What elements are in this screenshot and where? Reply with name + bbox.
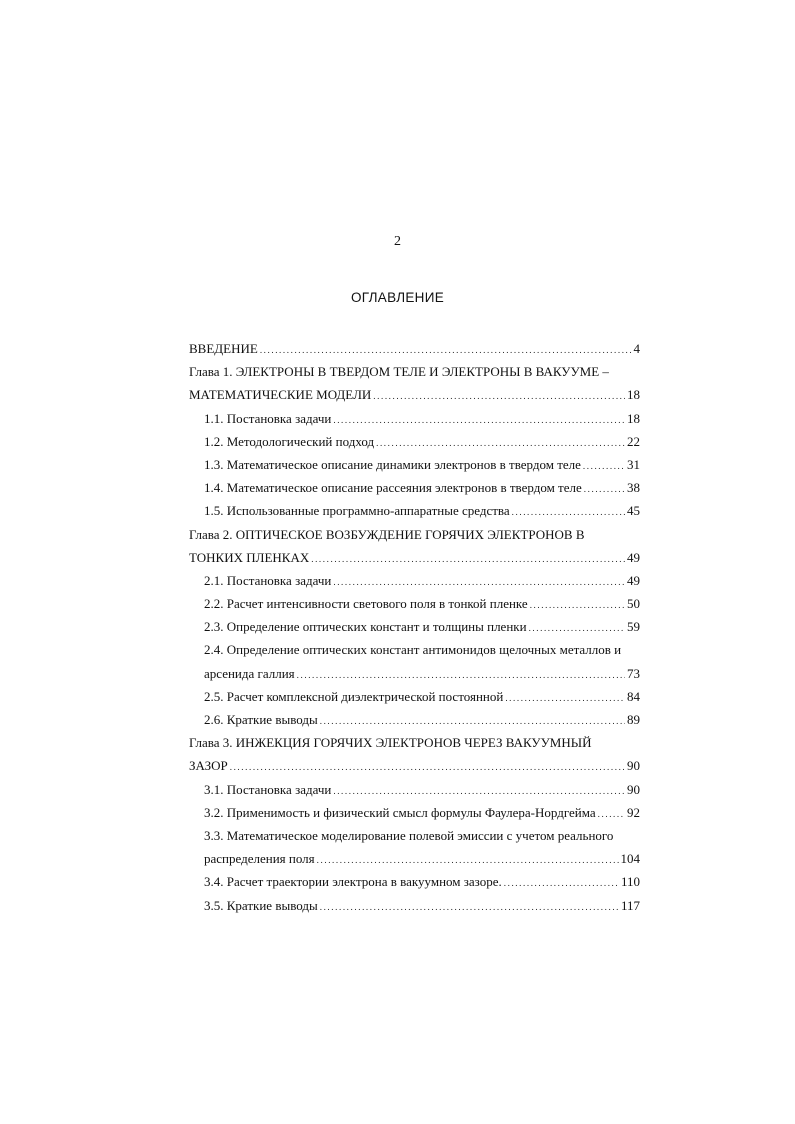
toc-entry-page: 90: [627, 781, 640, 797]
toc-entry-title: 2.2. Расчет интенсивности светового поля в тонкой пленке: [204, 596, 528, 612]
toc-entry-title: 1.1. Постановка задачи: [204, 410, 332, 426]
toc-entry-3-1[interactable]: [189, 778, 640, 801]
toc-entry-title: 3.5. Краткие выводы: [204, 897, 318, 913]
toc-entry-2-4[interactable]: [189, 662, 640, 685]
toc-entry-page: 4: [633, 341, 640, 356]
toc-entry-title: МАТЕМАТИЧЕСКИЕ МОДЕЛИ: [189, 387, 372, 403]
toc-entry-2-6[interactable]: [189, 708, 640, 731]
toc-entry-1-2[interactable]: [189, 430, 640, 453]
toc-entry-3-3-title[interactable]: 3.3. Математическое моделирование полевой эмиссии с учетом реального: [204, 827, 614, 843]
toc-entry-title: ВВЕДЕНИЕ: [189, 341, 258, 356]
toc-heading: ОГЛАВЛЕНИЕ: [350, 290, 445, 305]
toc-chapter-2-title[interactable]: Глава 2. ОПТИЧЕСКОЕ ВОЗБУЖДЕНИЕ ГОРЯЧИХ ЭЛЕКТРОНОВ В: [189, 526, 585, 542]
toc-entry-title: распределения поля: [204, 851, 315, 867]
toc-entry-page: 49: [627, 549, 640, 565]
toc-entry-3-5[interactable]: [189, 894, 640, 917]
dot-leader: [311, 548, 625, 571]
dot-leader: [512, 501, 625, 524]
toc-chapter-3-title[interactable]: Глава 3. ИНЖЕКЦИЯ ГОРЯЧИХ ЭЛЕКТРОНОВ ЧЕРЕЗ ВАКУУМНЫЙ: [189, 735, 592, 751]
dot-leader: [583, 455, 625, 478]
toc-entry-title: ЗАЗОР: [189, 758, 228, 774]
toc-chapter-1[interactable]: [189, 383, 640, 406]
dot-leader: [260, 339, 632, 362]
toc-entry-page: 89: [627, 712, 640, 727]
toc-entry-2-2[interactable]: [189, 592, 640, 615]
toc-entry-title: 1.4. Математическое описание рассеяния электронов в твердом теле: [204, 480, 582, 496]
toc-chapter-2[interactable]: [189, 546, 640, 569]
toc-entry-page: 104: [620, 851, 640, 867]
toc-entry-title: 1.3. Математическое описание динамики электронов в твердом теле: [204, 456, 581, 472]
toc-entry-3-3[interactable]: [189, 847, 640, 870]
dot-leader: [320, 710, 625, 733]
toc-entry-1-5[interactable]: [189, 499, 640, 522]
toc-entry-title: 2.3. Определение оптических констант и толщины пленки: [204, 619, 527, 635]
toc-entry-2-1[interactable]: [189, 569, 640, 592]
toc-chapter-1-title[interactable]: Глава 1. ЭЛЕКТРОНЫ В ТВЕРДОМ ТЕЛЕ И ЭЛЕКТРОНЫ В ВАКУУМЕ –: [189, 364, 609, 380]
toc-entry-title: 1.5. Использованные программно-аппаратные средства: [204, 503, 510, 519]
toc-entry-page: 38: [627, 480, 640, 496]
dot-leader: [376, 432, 625, 455]
toc-entry-page: 31: [627, 456, 640, 472]
toc-entry-title: 1.2. Методологический подход: [204, 433, 375, 449]
toc-entry-page: 22: [627, 433, 640, 449]
dot-leader: [598, 803, 625, 826]
dot-leader: [320, 896, 619, 919]
toc-entry-page: 117: [620, 897, 640, 913]
dot-leader: [530, 594, 625, 617]
toc-entry-title: арсенида галлия: [204, 665, 295, 681]
toc-entry-title: 2.5. Расчет комплексной диэлектрической постоянной: [204, 688, 504, 704]
dot-leader: [505, 687, 625, 710]
toc-entry-title: 3.4. Расчет траектории электрона в вакуумном зазоре.: [204, 874, 502, 890]
toc-entry-1-3[interactable]: [189, 453, 640, 476]
toc-entry-2-4-title[interactable]: 2.4. Определение оптических констант антимонидов щелочных металлов и: [204, 642, 622, 658]
toc-entry-1-4[interactable]: [189, 476, 640, 499]
toc-entry-title: 2.1. Постановка задачи: [204, 572, 332, 588]
dot-leader: [504, 872, 619, 895]
page-number: 2: [394, 234, 401, 249]
toc-chapter-3[interactable]: [189, 754, 640, 777]
dot-leader: [317, 849, 619, 872]
toc-entry-title: ТОНКИХ ПЛЕНКАХ: [189, 549, 310, 565]
toc-entry-page: 18: [627, 410, 640, 426]
toc-entry-page: 92: [627, 804, 640, 820]
dot-leader: [529, 617, 625, 640]
toc-entry-page: 45: [627, 503, 640, 519]
dot-leader: [373, 385, 625, 408]
toc-entry-2-5[interactable]: [189, 685, 640, 708]
toc-entry-1-1[interactable]: [189, 407, 640, 430]
table-of-contents: [189, 337, 640, 917]
toc-entry-2-3[interactable]: [189, 615, 640, 638]
toc-entry-title: 3.2. Применимость и физический смысл формулы Фаулера-Нордгейма: [204, 804, 596, 820]
dot-leader: [333, 780, 625, 803]
toc-entry-page: 18: [627, 387, 640, 403]
toc-entry-page: 73: [627, 665, 640, 681]
dot-leader: [584, 478, 625, 501]
dot-leader: [333, 409, 625, 432]
toc-entry-title: 2.6. Краткие выводы: [204, 712, 318, 727]
dot-leader: [230, 756, 625, 779]
toc-entry-page: 49: [627, 572, 640, 588]
dot-leader: [297, 664, 625, 687]
toc-entry-page: 90: [627, 758, 640, 774]
toc-entry-page: 59: [627, 619, 640, 635]
toc-entry-page: 50: [627, 596, 640, 612]
toc-entry-title: 3.1. Постановка задачи: [204, 781, 332, 797]
dot-leader: [333, 571, 625, 594]
toc-entry-page: 110: [620, 874, 640, 890]
toc-entry-page: 84: [627, 688, 640, 704]
toc-entry-3-4[interactable]: [189, 870, 640, 893]
toc-entry-3-2[interactable]: [189, 801, 640, 824]
toc-entry-intro[interactable]: [189, 337, 640, 360]
